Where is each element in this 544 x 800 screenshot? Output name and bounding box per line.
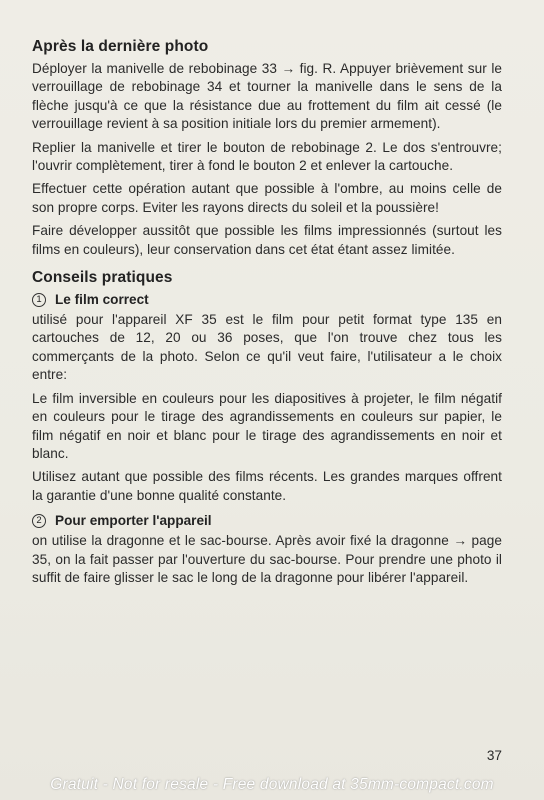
paragraph-strap-pouch: on utilise la dragonne et le sac-bourse. Après avoir fixé la dragonne → page 35, on la fait passer par l'ouverture du sac-bourse. Pour prendre une photo il suffit de faire glisser le sac le long de la dragonne pour libérer l'appareil. — [32, 533, 502, 585]
page-content — [32, 38, 502, 592]
paragraph-film-choices: Le film inversible en couleurs pour les diapositives à projeter, le film négatif en couleurs pour le tirage des agrandissements en couleurs sur papier, le film négatif en noir et blanc pour le tirage des agrandissements en noir et blanc. — [32, 390, 502, 461]
subheading-correct-film — [32, 290, 502, 309]
paragraph-develop: Faire développer aussitôt que possible les films impressionnés (surtout les films en couleurs), leur conservation dans cet état étant assez limitée. — [32, 223, 502, 257]
circled-number-icon: 1 — [32, 293, 46, 307]
watermark-text: Gratuit - Not for resale - Free download at 35mm-compact.com — [50, 776, 494, 793]
subheading-carry-camera — [32, 511, 502, 530]
circled-number-icon: 2 — [32, 514, 46, 528]
page-number: 37 — [486, 748, 502, 763]
paragraph-shade: Effectuer cette opération autant que possible à l'ombre, au moins celle de son propre corps. Eviter les rayons directs du soleil et la poussière! — [32, 181, 502, 215]
section-title-after-last-photo: Après la dernière photo — [32, 38, 209, 55]
paragraph-fold-crank: Replier la manivelle et tirer le bouton de rebobinage 2. Le dos s'entrouvre; l'ouvrir complètement, tirer à fond le bouton 2 et enlever la cartouche. — [32, 139, 502, 174]
section-title-practical-tips: Conseils pratiques — [32, 269, 173, 287]
paragraph-rewind: Déployer la manivelle de rebobinage 33 → fig. R. Appuyer brièvement sur le verrouillage de rebobinage 34 et tourner la manivelle dans le sens de la flèche jusqu'à ce que la résistance due au frottement du film ait cessé (le verrouillage revient à sa position initiale lors du premier armement). — [32, 61, 502, 132]
subheading-label: Le film correct — [55, 292, 149, 308]
subheading-label: Pour emporter l'appareil — [55, 513, 212, 529]
paragraph-film-type: utilisé pour l'appareil XF 35 est le film pour petit format type 135 en cartouches de 12, 20 ou 36 poses, que l'on trouve chez tous les commerçants de la photo. Selon ce qu'il veut faire, l'utilisateur a le choix entre: — [32, 312, 502, 383]
paragraph-recent-films: Utilisez autant que possible des films récents. Les grandes marques offrent la garantie d'une bonne qualité constante. — [32, 469, 502, 503]
